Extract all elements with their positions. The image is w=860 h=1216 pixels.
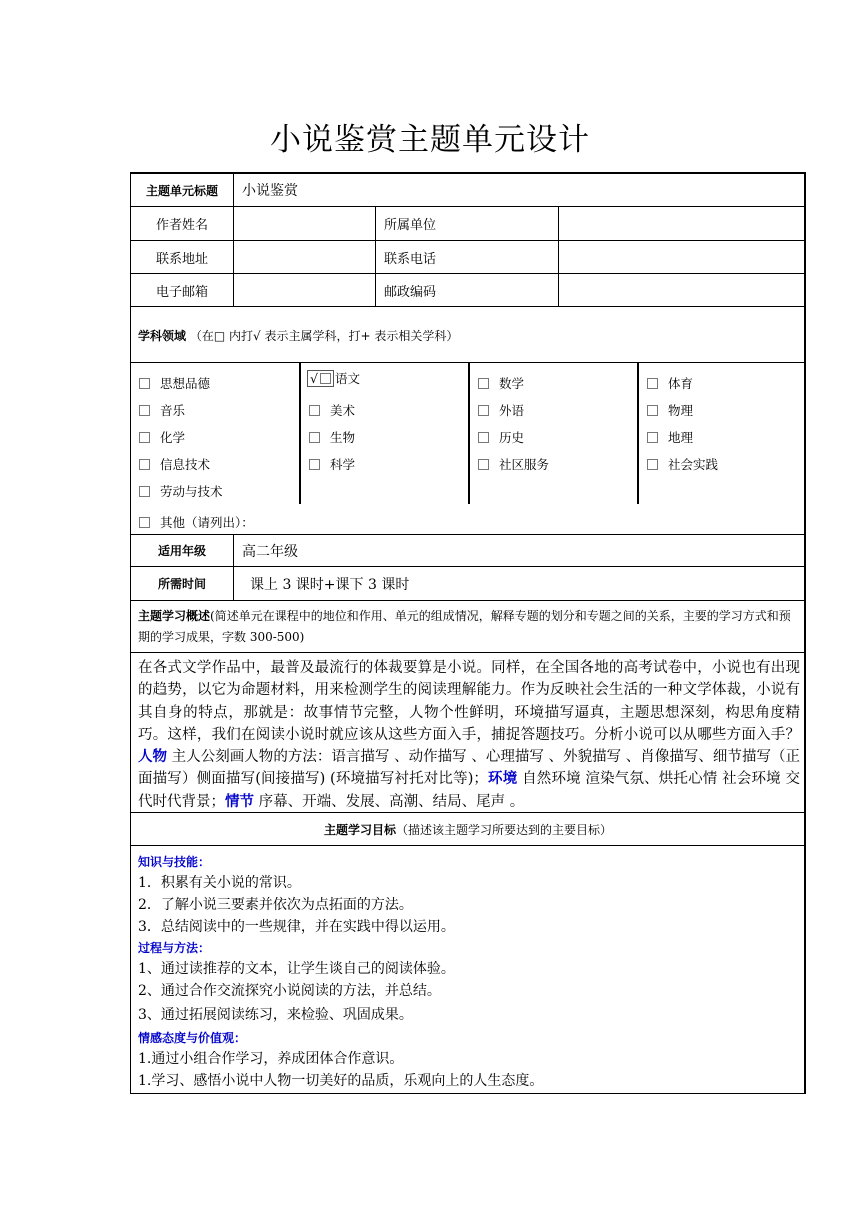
- overview-heading: [138, 606, 800, 648]
- checkbox-icon: [478, 378, 489, 389]
- row-subject-header: [131, 307, 805, 363]
- subject-column-3: [470, 363, 639, 504]
- goal-item: 1．积累有关小说的常识。: [138, 875, 301, 891]
- checkbox-icon: [647, 378, 658, 389]
- email-value[interactable]: [234, 274, 376, 306]
- phone-value[interactable]: [559, 241, 805, 273]
- postcode-label: 邮政编码: [376, 274, 559, 306]
- subject-option[interactable]: 社区服务: [478, 455, 549, 473]
- checkbox-icon: [139, 486, 150, 497]
- subject-column-4: [639, 363, 805, 504]
- checkbox-icon: [139, 405, 150, 416]
- subject-option[interactable]: 地理: [647, 428, 693, 446]
- checkbox-icon: [139, 378, 150, 389]
- postcode-value[interactable]: [559, 274, 805, 306]
- checkbox-icon: [647, 432, 658, 443]
- checkbox-icon: [139, 459, 150, 470]
- unit-value[interactable]: [559, 207, 805, 240]
- subject-heading: [138, 327, 458, 344]
- subject-option[interactable]: 体育: [647, 374, 693, 392]
- subject-note: （在□ 内打√ 表示主属学科，打+ 表示相关学科）: [189, 329, 459, 343]
- goal-item: 3．总结阅读中的一些规律，并在实践中得以运用。: [138, 919, 455, 935]
- hours-value[interactable]: 课上 3 课时+课下 3 课时: [250, 576, 410, 593]
- design-form: [130, 172, 806, 1094]
- checkbox-icon: [478, 405, 489, 416]
- goals-section-heading: 知识与技能：: [138, 855, 211, 869]
- goal-item: 2．了解小说三要素并依次为点拓面的方法。: [138, 897, 413, 913]
- goal-item: 1.学习、感悟小说中人物一切美好的品质，乐观向上的人生态度。: [138, 1073, 544, 1089]
- row-hours: [131, 567, 805, 601]
- goals-note: （描述该主题学习所要达到的主要目标）: [396, 823, 613, 837]
- row-goals-header: [131, 813, 805, 846]
- goal-item: 3、通过拓展阅读练习，来检验、巩固成果。: [138, 1007, 413, 1023]
- author-label: 作者姓名: [131, 207, 234, 240]
- subject-option[interactable]: 数学: [478, 374, 524, 392]
- keyword-plot: 情节: [225, 793, 254, 810]
- goal-item: 2、通过合作交流探究小说阅读的方法，并总结。: [138, 983, 441, 999]
- email-label: 电子邮箱: [131, 274, 234, 306]
- checkbox-icon: [478, 432, 489, 443]
- hours-label: 所需时间: [131, 567, 234, 600]
- unit-label: 所属单位: [376, 207, 559, 240]
- page-title: 小说鉴赏主题单元设计: [270, 122, 590, 158]
- subject-option[interactable]: 劳动与技术: [139, 482, 223, 500]
- subject-option[interactable]: 外语: [478, 401, 524, 419]
- subject-label: 学科领域: [138, 329, 187, 343]
- goals-heading: [131, 821, 805, 838]
- goals-label: 主题学习目标: [323, 823, 396, 837]
- subject-option[interactable]: 物理: [647, 401, 693, 419]
- overview-label: 主题学习概述: [138, 609, 211, 623]
- subject-option[interactable]: 社会实践: [647, 455, 718, 473]
- address-value[interactable]: [234, 241, 376, 273]
- subject-column-2: [301, 363, 470, 504]
- overview-paragraph: 在各式文学作品中，最普及最流行的体裁要算是小说。同样，在全国各地的高考试卷中，小说也有出现的趋势，以它为命题材料，用来检测学生的阅读理解能力。作为反映社会生活的一种文学体裁，小说有其自身的特点，那就是：故事情节完整，人物个性鲜明，环境描写逼真，主题思想深刻，构思角度精巧。这样，我们在阅读小说时就应该从这些方面入手，捕捉答题技巧。分析小说可以从哪些方面入手？ 人物 主人公刻画人物的方法：语言描写 、动作描写 、心理描写 、外貌描写 、肖像描写、细节描写（正面描写）侧面描写(间接描写) (环境描写衬托对比等)；环境 自然环境 渲染气氛、烘托心情 社会环境 交代时代背景；情节 序幕、开端、发展、高潮、结局、尾声 。: [138, 660, 801, 810]
- checked-checkbox-icon: √: [307, 370, 334, 387]
- checkbox-icon: [478, 459, 489, 470]
- checkbox-icon: [309, 459, 320, 470]
- checkbox-icon: [309, 405, 320, 416]
- row-goals-content: [131, 846, 805, 1094]
- checkbox-icon: [647, 405, 658, 416]
- subject-option[interactable]: 音乐: [139, 401, 185, 419]
- subject-option[interactable]: 生物: [309, 428, 355, 446]
- phone-label: 联系电话: [376, 241, 559, 273]
- goal-item: 1.通过小组合作学习，养成团体合作意识。: [138, 1051, 404, 1067]
- checkbox-icon: [647, 459, 658, 470]
- goals-section-heading: 情感态度与价值观：: [138, 1031, 247, 1045]
- row-overview-text: [131, 653, 805, 813]
- subject-column-1: [131, 363, 301, 504]
- grade-label: 适用年级: [131, 535, 234, 566]
- subject-option[interactable]: 科学: [309, 455, 355, 473]
- subject-other[interactable]: 其他（请列出）：: [139, 513, 254, 531]
- subject-option[interactable]: 思想品德: [139, 374, 210, 392]
- subject-option[interactable]: 化学: [139, 428, 185, 446]
- subject-option[interactable]: 美术: [309, 401, 355, 419]
- overview-note: (简述单元在课程中的地位和作用、单元的组成情况，解释专题的划分和专题之间的关系，主要的学习方式和预期的学习成果，字数 300-500): [138, 609, 791, 644]
- checkbox-icon: [139, 432, 150, 443]
- goal-item: 1、通过读推荐的文本，让学生谈自己的阅读体验。: [138, 961, 455, 977]
- grade-value[interactable]: 高二年级: [242, 543, 298, 560]
- goals-list: [138, 852, 800, 1092]
- row-address: [131, 241, 805, 274]
- row-grade: [131, 535, 805, 567]
- row-overview-header: [131, 601, 805, 653]
- goals-section-heading: 过程与方法：: [138, 941, 211, 955]
- subject-option[interactable]: 历史: [478, 428, 524, 446]
- row-topic: [131, 174, 805, 207]
- topic-label: 主题单元标题: [131, 174, 234, 206]
- row-author: [131, 207, 805, 241]
- subject-option-checked[interactable]: √ 语文: [307, 369, 360, 387]
- keyword-character: 人物: [138, 749, 168, 766]
- row-email: [131, 274, 805, 307]
- subject-option[interactable]: 信息技术: [139, 455, 210, 473]
- author-value[interactable]: [234, 207, 376, 240]
- row-subjects: [131, 363, 805, 535]
- checkbox-icon: [139, 517, 150, 528]
- checkbox-icon: [309, 432, 320, 443]
- keyword-environment: 环境: [487, 771, 518, 788]
- address-label: 联系地址: [131, 241, 234, 273]
- topic-value[interactable]: 小说鉴赏: [242, 183, 298, 199]
